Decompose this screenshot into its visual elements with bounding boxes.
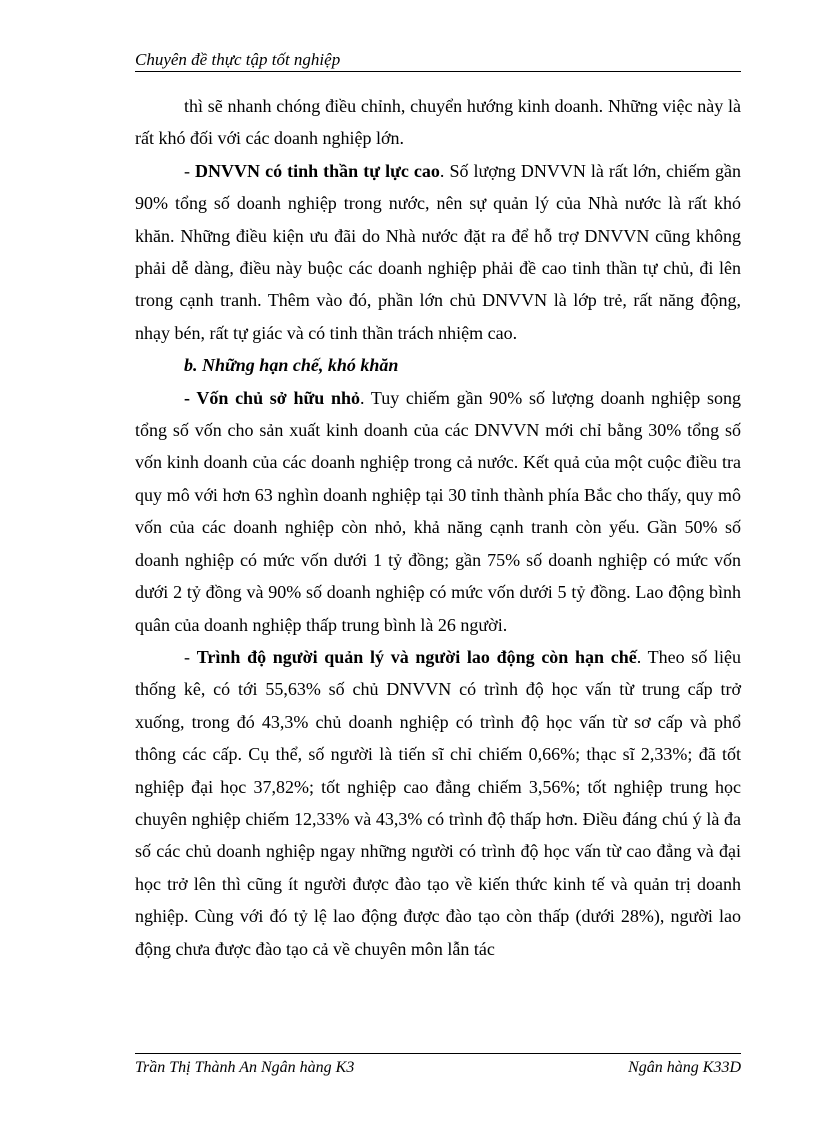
bullet-dash: - (184, 646, 197, 667)
paragraph-continuation: thì sẽ nhanh chóng điều chỉnh, chuyển hướng kinh doanh. Những việc này là rất khó đối với các doanh nghiệp lớn. (135, 96, 741, 149)
footer-class: Ngân hàng K33D (628, 1059, 741, 1076)
paragraph-qualification (135, 641, 741, 965)
bullet-dash: - (184, 160, 196, 181)
paragraph-small-capital (135, 382, 741, 641)
paragraph-text: . Tuy chiếm gần 90% số lượng doanh nghiệp song tổng số vốn cho sản xuất kinh doanh của các DNVVN mới chỉ bằng 30% tổng số vốn kinh doanh của các doanh nghiệp trong cả nước. Kết quả của một cuộc điều tra quy mô với hơn 63 nghìn doanh nghiệp tại 30 tỉnh thành phía Bắc cho thấy, quy mô vốn của các doanh nghiệp còn nhỏ, khả năng cạnh tranh còn yếu. Gần 50% số doanh nghiệp có mức vốn dưới 1 tỷ đồng; gần 75% số doanh nghiệp có mức vốn dưới 2 tỷ đồng và 90% số doanh nghiệp có mức vốn dưới 5 tỷ đồng. Lao động bình quân của doanh nghiệp thấp trung bình là 26 người. (135, 387, 741, 635)
paragraph-text: . Theo số liệu thống kê, có tới 55,63% số chủ DNVVN có trình độ học vấn từ trung cấp trở xuống, trong đó 43,3% chủ doanh nghiệp có trình độ học vấn từ sơ cấp và phổ thông các cấp. Cụ thể, số người là tiến sĩ chỉ chiếm 0,66%; thạc sĩ 2,33%; đã tốt nghiệp đại học 37,82%; tốt nghiệp cao đẳng chiếm 3,56%; tốt nghiệp trung học chuyên nghiệp chiếm 12,33% và 43,3% có trình độ thấp hơn. Điều đáng chú ý là đa số các chủ doanh nghiệp ngay những người có trình độ học vấn từ cao đẳng và đại học trở lên thì cũng ít người được đào tạo về kiến thức kinh tế và quản trị doanh nghiệp. Cùng với đó tỷ lệ lao động được đào tạo còn thấp (dưới 28%), người lao động chưa được đào tạo cả về chuyên môn lẫn tác (135, 646, 741, 959)
document-body (135, 90, 741, 965)
footer-author: Trần Thị Thành An Ngân hàng K3 (135, 1059, 355, 1076)
section-subheading: b. Những hạn chế, khó khăn (184, 355, 399, 376)
paragraph-text: . Số lượng DNVVN là rất lớn, chiếm gần 90% tổng số doanh nghiệp trong nước, nên sự quản lý của Nhà nước là rất khó khăn. Những điều kiện ưu đãi do Nhà nước đặt ra để hỗ trợ DNVVN cũng không phải dễ dàng, điều này buộc các doanh nghiệp phải đề cao tinh thần tự chủ, đi lên trong cạnh tranh. Thêm vào đó, phần lớn chủ DNVVN là lớp trẻ, rất năng động, nhạy bén, rất tự giác và có tinh thần trách nhiệm cao. (135, 160, 742, 343)
bold-lead: - Vốn chủ sở hữu nhỏ (184, 387, 360, 408)
bold-lead: DNVVN có tinh thần tự lực cao (195, 160, 440, 181)
bold-lead: Trình độ người quản lý và người lao động còn hạn chế (196, 646, 637, 667)
page-footer (135, 1058, 741, 1078)
footer-divider (135, 1053, 741, 1054)
paragraph-self-reliance (135, 155, 741, 349)
page-header: Chuyên đề thực tập tốt nghiệp (135, 50, 741, 72)
